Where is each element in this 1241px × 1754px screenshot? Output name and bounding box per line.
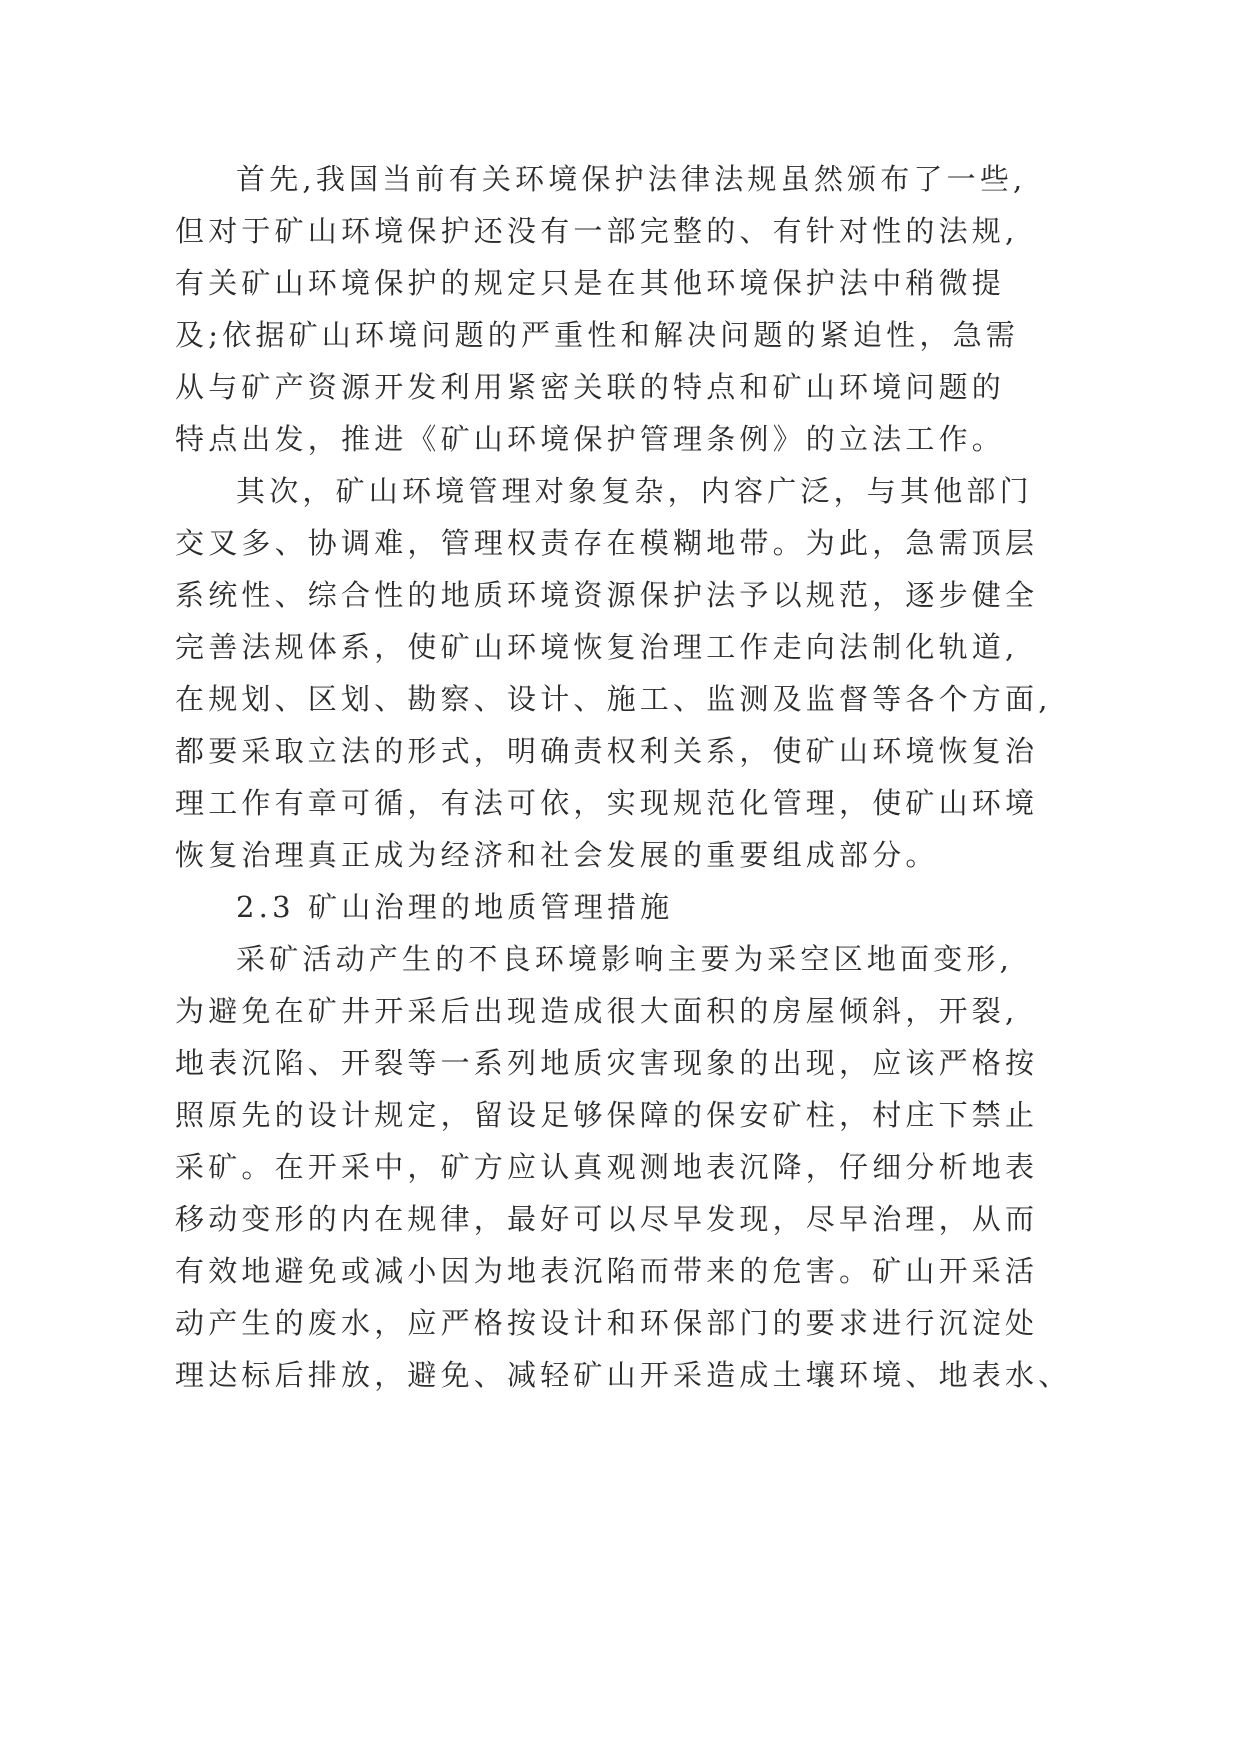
text-line: 采矿活动产生的不良环境影响主要为采空区地面变形,: [236, 942, 1014, 976]
text-line: 都要采取立法的形式，明确责权利关系，使矿山环境恢复治: [175, 734, 1039, 768]
text-line: 有效地避免或减小因为地表沉陷而带来的危害。矿山开采活: [175, 1254, 1039, 1288]
text-line: 理工作有章可循，有法可依，实现规范化管理，使矿山环境: [175, 786, 1039, 820]
text-line: 为避免在矿井开采后出现造成很大面积的房屋倾斜，开裂,: [175, 994, 1019, 1028]
section-heading: 2.3 矿山治理的地质管理措施: [236, 890, 674, 924]
text-line: 采矿。在开采中，矿方应认真观测地表沉降，仔细分析地表: [175, 1150, 1039, 1184]
text-line: 照原先的设计规定，留设足够保障的保安矿柱，村庄下禁止: [175, 1098, 1039, 1132]
text-line: 交叉多、协调难，管理权责存在模糊地带。为此，急需顶层: [175, 526, 1039, 560]
text-line: 移动变形的内在规律，最好可以尽早发现，尽早治理，从而: [175, 1202, 1039, 1236]
text-line: 特点出发，推进《矿山环境保护管理条例》的立法工作。: [175, 422, 1006, 456]
text-line: 系统性、综合性的地质环境资源保护法予以规范，逐步健全: [175, 578, 1039, 612]
text-line: 动产生的废水，应严格按设计和环保部门的要求进行沉淀处: [175, 1306, 1039, 1340]
text-line: 及;依据矿山环境问题的严重性和解决问题的紧迫性，急需: [175, 318, 1019, 352]
text-line: 理达标后排放，避免、减轻矿山开采造成土壤环境、地表水、: [175, 1358, 1072, 1392]
text-line: 其次，矿山环境管理对象复杂，内容广泛，与其他部门: [236, 474, 1033, 508]
text-line: 从与矿产资源开发利用紧密关联的特点和矿山环境问题的: [175, 370, 1006, 404]
text-line: 但对于矿山环境保护还没有一部完整的、有针对性的法规,: [175, 214, 1019, 248]
text-line: 恢复治理真正成为经济和社会发展的重要组成部分。: [175, 838, 939, 872]
text-line: 在规划、区划、勘察、设计、施工、监测及监督等各个方面,: [175, 682, 1052, 716]
text-line: 完善法规体系，使矿山环境恢复治理工作走向法制化轨道,: [175, 630, 1019, 664]
text-line: 地表沉陷、开裂等一系列地质灾害现象的出现，应该严格按: [175, 1046, 1039, 1080]
text-line: 有关矿山环境保护的规定只是在其他环境保护法中稍微提: [175, 266, 1006, 300]
text-line: 首先,我国当前有关环境保护法律法规虽然颁布了一些,: [236, 162, 1027, 196]
